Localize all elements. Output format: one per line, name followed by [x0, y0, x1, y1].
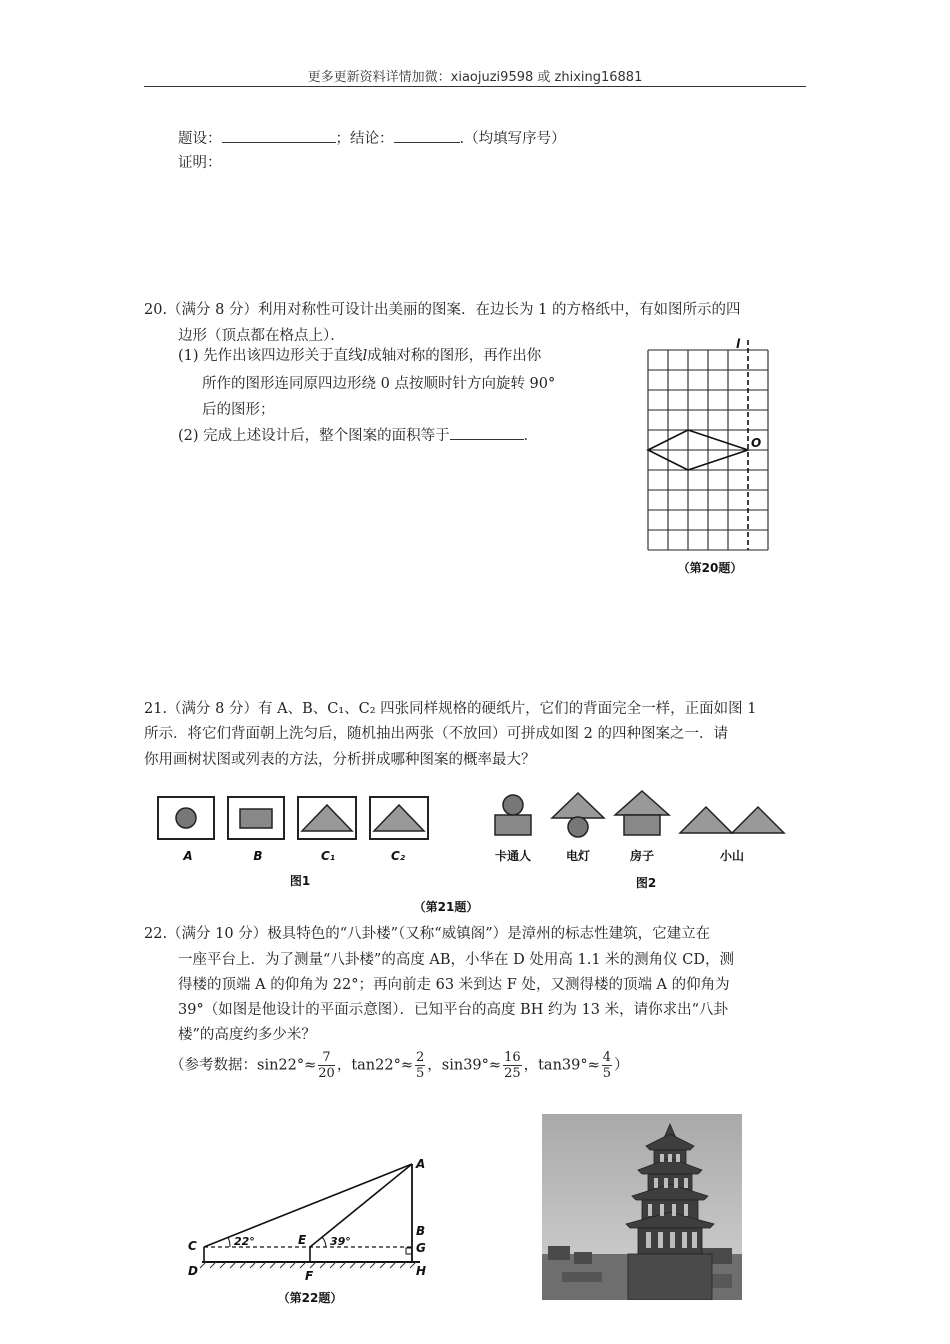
- angle-arc-c: [228, 1237, 230, 1247]
- card-label-a: A: [183, 849, 193, 863]
- q19-note: .（均填写序号）: [459, 131, 566, 147]
- q19-hypothesis-line: [178, 127, 566, 149]
- q20-part1-line3: 后的图形；: [202, 402, 275, 418]
- card-c2: [370, 797, 428, 839]
- pattern-label-person: 卡通人: [494, 849, 532, 863]
- angle-label-c: 22°: [234, 1235, 255, 1248]
- angle-label-e: 39°: [330, 1235, 351, 1248]
- label-f: F: [305, 1269, 314, 1283]
- label-h: H: [416, 1264, 427, 1278]
- label-e: E: [298, 1233, 307, 1247]
- ref-sin22-den: 20: [318, 1066, 335, 1081]
- label-g: G: [416, 1241, 426, 1255]
- q20-stem-line1: 20.（满分 8 分）利用对称性可设计出美丽的图案．在边长为 1 的方格纸中，有如图所示的四: [144, 302, 741, 318]
- q22-tower-photo: [542, 1114, 742, 1300]
- q21-stem-line3: 你用画树状图或列表的方法，分析拼成哪种图案的概率最大？: [144, 752, 536, 768]
- q19-hyp-blank[interactable]: [222, 127, 336, 143]
- q22-stem-line5: 楼”的高度约多少米？: [178, 1027, 316, 1043]
- q22-reference-data: [170, 1050, 629, 1081]
- q22-caption: （第22题）: [277, 1291, 343, 1305]
- q20-part2-end: ．: [523, 428, 539, 444]
- ref-tan22: ，tan22°≈: [336, 1057, 413, 1074]
- card-label-c2: C₂: [390, 849, 406, 863]
- q20-part1-text-a: (1) 先作出该四边形关于直线: [178, 348, 363, 364]
- ref-tan22-frac: [415, 1050, 425, 1081]
- ref-tan39-frac: [602, 1050, 612, 1081]
- q20-part2-text: (2) 完成上述设计后，整个图案的面积等于: [178, 428, 450, 444]
- ref-sin39-num: 16: [504, 1050, 521, 1065]
- pattern-lamp: [552, 793, 604, 837]
- q20-caption: （第20题）: [677, 561, 743, 575]
- card-a: [158, 797, 214, 839]
- ref-tan22-den: 5: [416, 1066, 425, 1081]
- q21-stem-line1: 21.（满分 8 分）有 A、B、C₁、C₂ 四张同样规格的硬纸片，它们的背面完全一样，正面如图 1: [144, 701, 757, 717]
- q19-proof-label: 证明：: [178, 155, 222, 171]
- fig2-label: 图2: [635, 876, 657, 890]
- sight-line-ea: [310, 1164, 412, 1247]
- q20-grid-figure: [640, 336, 770, 582]
- q21-stem-line2: 所示．将它们背面朝上洗匀后，随机抽出两张（不放回）可拼成如图 2 的四种图案之一．请: [144, 726, 728, 742]
- q21-figure: [150, 785, 800, 920]
- pattern-cartoon-person: [495, 795, 531, 835]
- ref-sin22-frac: [318, 1050, 335, 1081]
- q22-stem-line2: 一座平台上．为了测量“八卦楼”的高度 AB，小华在 D 处用高 1.1 米的测角仪 CD，测: [178, 952, 735, 968]
- ref-tan22-num: 2: [416, 1050, 425, 1065]
- ref-prefix: （参考数据：: [170, 1057, 257, 1074]
- ref-suffix: ）: [614, 1057, 629, 1074]
- pattern-hills: [680, 807, 784, 833]
- ref-sin22-num: 7: [318, 1050, 335, 1066]
- ref-tan39: ，tan39°≈: [523, 1057, 600, 1074]
- card-b: [228, 797, 284, 839]
- ref-sin39-den: 25: [504, 1066, 521, 1081]
- q20-part2-line: [178, 424, 538, 446]
- ref-sin22: sin22°≈: [257, 1057, 317, 1074]
- q22-stem-line1: 22.（满分 10 分）极具特色的“八卦楼”（又称“威镇阁”）是漳州的标志性建筑，它建立在: [144, 926, 711, 942]
- q22-diagram: [180, 1150, 440, 1310]
- fig1-label: 图1: [289, 874, 311, 888]
- ref-tan39-den: 5: [602, 1066, 612, 1081]
- q20-line-symbol: l: [362, 348, 368, 364]
- header-divider: [144, 86, 806, 87]
- page-header: 更多更新资料详情加微：xiaojuzi9598 或 zhixing16881: [307, 70, 643, 85]
- card-label-b: B: [253, 849, 263, 863]
- q22-stem-line4: 39°（如图是他设计的平面示意图）．已知平台的高度 BH 约为 13 米，请你求出“八卦: [178, 1002, 729, 1018]
- q19-hyp-label: 题设：: [178, 131, 222, 147]
- q20-stem-line2: 边形（顶点都在格点上）．: [178, 328, 345, 344]
- q20-answer-blank[interactable]: [450, 424, 524, 440]
- q20-part1-line2: 所作的图形连同原四边形绕 0 点按顺时针方向旋转 90°: [202, 376, 556, 392]
- q19-concl-label: ；结论：: [335, 131, 394, 147]
- q20-part1-text-b: 成轴对称的图形，再作出你: [367, 348, 542, 364]
- pattern-label-hills: 小山: [719, 849, 745, 863]
- label-d: D: [188, 1264, 198, 1278]
- q20-label-l: l: [736, 337, 741, 351]
- q20-part1-line1: [178, 346, 541, 366]
- ref-tan39-num: 4: [602, 1050, 612, 1065]
- pattern-label-house: 房子: [629, 849, 655, 863]
- q21-caption: （第21题）: [413, 900, 479, 914]
- pattern-house: [615, 791, 669, 835]
- label-c: C: [188, 1239, 197, 1253]
- q19-concl-blank[interactable]: [394, 127, 460, 143]
- pattern-label-lamp: 电灯: [565, 849, 591, 863]
- q22-stem-line3: 得楼的顶端 A 的仰角为 22°；再向前走 63 米到达 F 处，又测得楼的顶端 A 的仰角为: [178, 977, 730, 993]
- label-a: A: [416, 1157, 426, 1171]
- label-b: B: [416, 1224, 426, 1238]
- q20-label-o: O: [751, 436, 762, 450]
- angle-arc-e: [322, 1237, 326, 1247]
- ref-sin39-frac: [503, 1050, 522, 1081]
- ref-sin39: ，sin39°≈: [427, 1057, 502, 1074]
- card-c1: [298, 797, 356, 839]
- card-label-c1: C₁: [320, 849, 336, 863]
